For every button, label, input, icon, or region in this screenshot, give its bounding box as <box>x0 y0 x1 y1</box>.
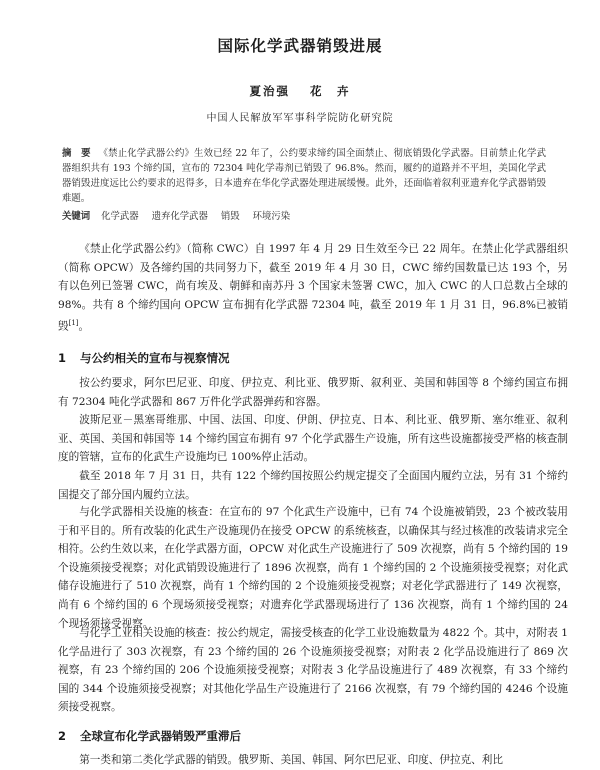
keywords-label: 关键词 <box>62 211 91 222</box>
keyword: 环境污染 <box>252 211 291 222</box>
body-paragraph: 第一类和第二类化学武器的销毁。俄罗斯、美国、韩国、阿尔巴尼亚、印度、伊拉克、利比 <box>79 754 503 766</box>
author-name: 夏治强 <box>249 84 290 98</box>
citation-ref: [1] <box>68 319 79 328</box>
intro-text: 《禁止化学武器公约》（简称 CWC）自 1997 年 4 月 29 日生效至今已 22 周年。在禁止化学武器组织（简称 OPCW）及各缔约国的共同努力下，截至 2019 年 4 月 30 日，CWC 缔约国数量已达 193 个，另有以色列已签署 CWC，尚有埃及、朝鲜和南苏丹 3 个国家未签署 CWC，加入 CWC 的人口总数占全球的 98%。共有 8 个缔约国向 OPCW 宣布拥有化学武器 72304 吨，截至 2019 年 1 月 31 日，96.8%已被销毁 <box>58 243 568 333</box>
affiliation: 中国人民解放军军事科学院防化研究院 <box>206 113 394 124</box>
section-number: 1 <box>58 351 67 365</box>
keyword: 遗弃化学武器 <box>151 211 208 222</box>
body-paragraph: 波斯尼亚－黑塞哥维那、中国、法国、印度、伊朗、伊拉克、日本、利比亚、俄罗斯、塞尔维亚、叙利亚、英国、美国和韩国等 14 个缔约国宣布拥有 97 个化学武器生产设施，所有这些设施都接受严格的核查制度的管辖，宣布的化武生产设施均已 100%停止活动。 <box>58 414 568 464</box>
abstract-label: 摘 要 <box>62 148 91 159</box>
section-heading <box>58 350 230 366</box>
keywords <box>62 209 546 224</box>
body-paragraph: 与化学工业相关设施的核查：按公约规定，需接受核查的化学工业设施数量为 4822 个。其中，对附表 1 化学品进行了 303 次视察，有 23 个缔约国的 26 个设施须接受视察；对附表 2 化学品设施进行了 869 次视察，有 23 个缔约国的 206 个设施须接受视察；对附表 3 化学品设施进行了 489 次视察，有 33 个缔约国的 344 个设施须接受视察；对其他化学品生产设施进行了 2166 次视察，有 79 个缔约国的 4246 个设施须接受视察。 <box>58 627 568 714</box>
body-paragraph: 与化学武器相关设施的核查：在宣布的 97 个化武生产设施中，已有 74 个设施被销毁，23 个被改装用于和平目的。所有改装的化武生产设施现仍在接受 OPCW 的系统核查，以确保其与经过核准的改装请求完全相符。公约生效以来，在化学武器方面，OPCW 对化武生产设施进行了 509 次视察，尚有 5 个缔约国的 19 个设施须接受视察；对化武销毁设施进行了 1896 次视察，尚有 1 个缔约国的 2 个设施须接受视察；对化武储存设施进行了 510 次视察，尚有 1 个缔约国的 2 个设施须接受视察；对老化学武器进行了 149 次视察，尚有 6 个缔约国的 6 个现场须接受视察；对遗弃化学武器现场进行了 136 次视察，尚有 1 个缔约国的 24 个现场须接受视察。 <box>58 506 568 630</box>
body-paragraph: 按公约要求，阿尔巴尼亚、印度、伊拉克、利比亚、俄罗斯、叙利亚、美国和韩国等 8 个缔约国宣布拥有 72304 吨化学武器和 867 万件化学武器弹药和容器。 <box>58 377 568 408</box>
keyword: 化学武器 <box>101 211 139 222</box>
body-paragraph: 截至 2018 年 7 月 31 日，共有 122 个缔约国按照公约规定提交了全面国内履约立法，另有 31 个缔约国提交了部分国内履约立法。 <box>58 470 568 501</box>
keyword: 销毁 <box>220 211 240 222</box>
author-name: 花 卉 <box>310 84 351 98</box>
author-list <box>0 83 600 99</box>
paper-title: 国际化学武器销毁进展 <box>217 37 383 55</box>
section-title: 与公约相关的宣布与视察情况 <box>80 351 230 365</box>
intro-paragraph <box>58 240 568 337</box>
section-title: 全球宣布化学武器销毁严重滞后 <box>80 729 242 743</box>
intro-end: 。 <box>78 320 90 333</box>
abstract-text: 《禁止化学武器公约》生效已经 22 年了，公约要求缔约国全面禁止、彻底销毁化学武器。目前禁止化学武器组织共有 193 个缔约国，宣布的 72304 吨化学毒剂已销毁了 96.8%。然而，履约的道路并不平坦，美国化学武器销毁进度远比公约要求的迟得多，日本遗弃在华化学武器处理进展缓慢。此外，还面临着叙利亚遗弃化学武器销毁难题。 <box>62 148 546 204</box>
section-heading <box>58 728 241 744</box>
abstract <box>62 146 546 206</box>
section-number: 2 <box>58 729 67 743</box>
